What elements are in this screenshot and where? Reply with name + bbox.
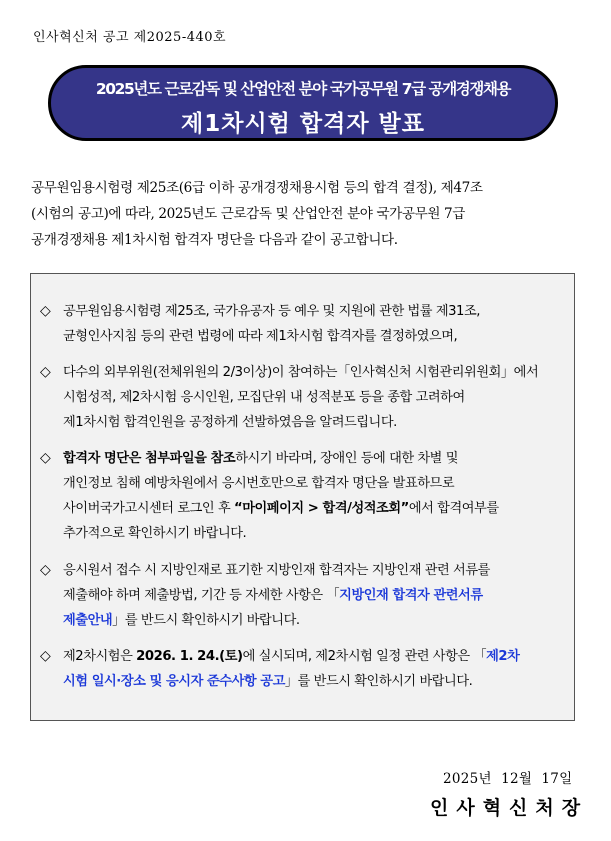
title-subheading: 2025년도 근로감독 및 산업안전 분야 국가공무원 7급 공개경쟁채용 <box>95 80 511 98</box>
item-text: 균형인사지침 등의 관련 법령에 따라 제1차시험 합격자를 결정하였으며, <box>63 329 458 344</box>
item-text-part: 하시기 바라며, 장애인 등에 대한 차별 및 <box>235 451 459 466</box>
item-text <box>63 446 563 471</box>
second-exam-notice-link[interactable]: 제2차 <box>486 649 520 664</box>
item-text <box>63 644 563 669</box>
item-text: 다수의 외부위원(전체위원의 2/3이상)이 참여하는「인사혁신처 시험관리위원회」에서 <box>63 365 539 380</box>
item-text <box>63 496 563 521</box>
item-text: 공무원임용시험령 제25조, 국가유공자 등 예우 및 지원에 관한 법률 제31조, <box>63 304 481 319</box>
item-text: 추가적으로 확인하시기 바랍니다. <box>63 526 247 541</box>
mypage-path-text: “마이페이지 > 합격/성적조회” <box>233 501 409 516</box>
second-exam-notice-link[interactable]: 시험 일시·장소 및 응시자 준수사항 공고 <box>63 674 285 689</box>
diamond-bullet-icon: ◇ <box>40 364 51 380</box>
diamond-bullet-icon: ◇ <box>40 450 51 466</box>
item-text <box>63 669 563 694</box>
intro-paragraph <box>31 175 583 253</box>
second-exam-date: 2026. 1. 24.(토) <box>136 649 243 664</box>
diamond-bullet-icon: ◇ <box>40 303 51 319</box>
diamond-bullet-icon: ◇ <box>40 562 51 578</box>
item-text-part: 제출해야 하며 제출방법, 기간 등 자세한 사항은 「 <box>63 588 340 603</box>
issuer-signature: 인사혁신처장 <box>430 797 589 819</box>
intro-line: 공무원임용시험령 제25조(6급 이하 공개경쟁채용시험 등의 합격 결정), 제47조 <box>31 180 483 196</box>
item-text: 시험성적, 제2차시험 응시인원, 모집단위 내 성적분포 등을 종합 고려하여 <box>63 390 465 405</box>
announcement-date: 2025년 12월 17일 <box>443 771 573 787</box>
item-text: 개인정보 침해 예방차원에서 응시번호만으로 합격자 명단을 발표하므로 <box>63 476 455 491</box>
notice-number: 인사혁신처 공고 제2025-440호 <box>33 30 227 45</box>
page-title: 제1차시험 합격자 발표 <box>181 111 425 137</box>
intro-line: 공개경쟁채용 제1차시험 합격자 명단을 다음과 같이 공고합니다. <box>31 232 398 248</box>
local-talent-guide-link[interactable]: 지방인재 합격자 관련서류 <box>339 588 483 603</box>
item-text-part: 에 실시되며, 제2차시험 일정 관련 사항은 「 <box>242 649 487 664</box>
item-text: 응시원서 접수 시 지방인재로 표기한 지방인재 합격자는 지방인재 관련 서류를 <box>63 563 490 578</box>
item-text-part: 에서 합격여부를 <box>408 501 499 516</box>
item-text-part: 제2차시험은 <box>63 649 137 664</box>
intro-line: (시험의 공고)에 따라, 2025년도 근로감독 및 산업안전 분야 국가공무원 7급 <box>31 206 466 222</box>
item-text: 제1차시험 합격인원을 공정하게 선발하였음을 알려드립니다. <box>63 415 397 430</box>
item-text <box>63 583 563 608</box>
item-text-part: 사이버국가고시센터 로그인 후 <box>63 501 234 516</box>
local-talent-guide-link[interactable]: 제출안내 <box>63 613 113 628</box>
notice-details-box <box>30 273 575 721</box>
diamond-bullet-icon: ◇ <box>40 648 51 664</box>
item-text-part: 」를 반드시 확인하시기 바랍니다. <box>112 613 300 628</box>
item-text <box>63 608 563 633</box>
title-banner <box>48 65 558 141</box>
item-text-part: 」를 반드시 확인하시기 바랍니다. <box>284 674 473 689</box>
emphasis-text: 합격자 명단은 첨부파일을 참조 <box>63 451 236 466</box>
